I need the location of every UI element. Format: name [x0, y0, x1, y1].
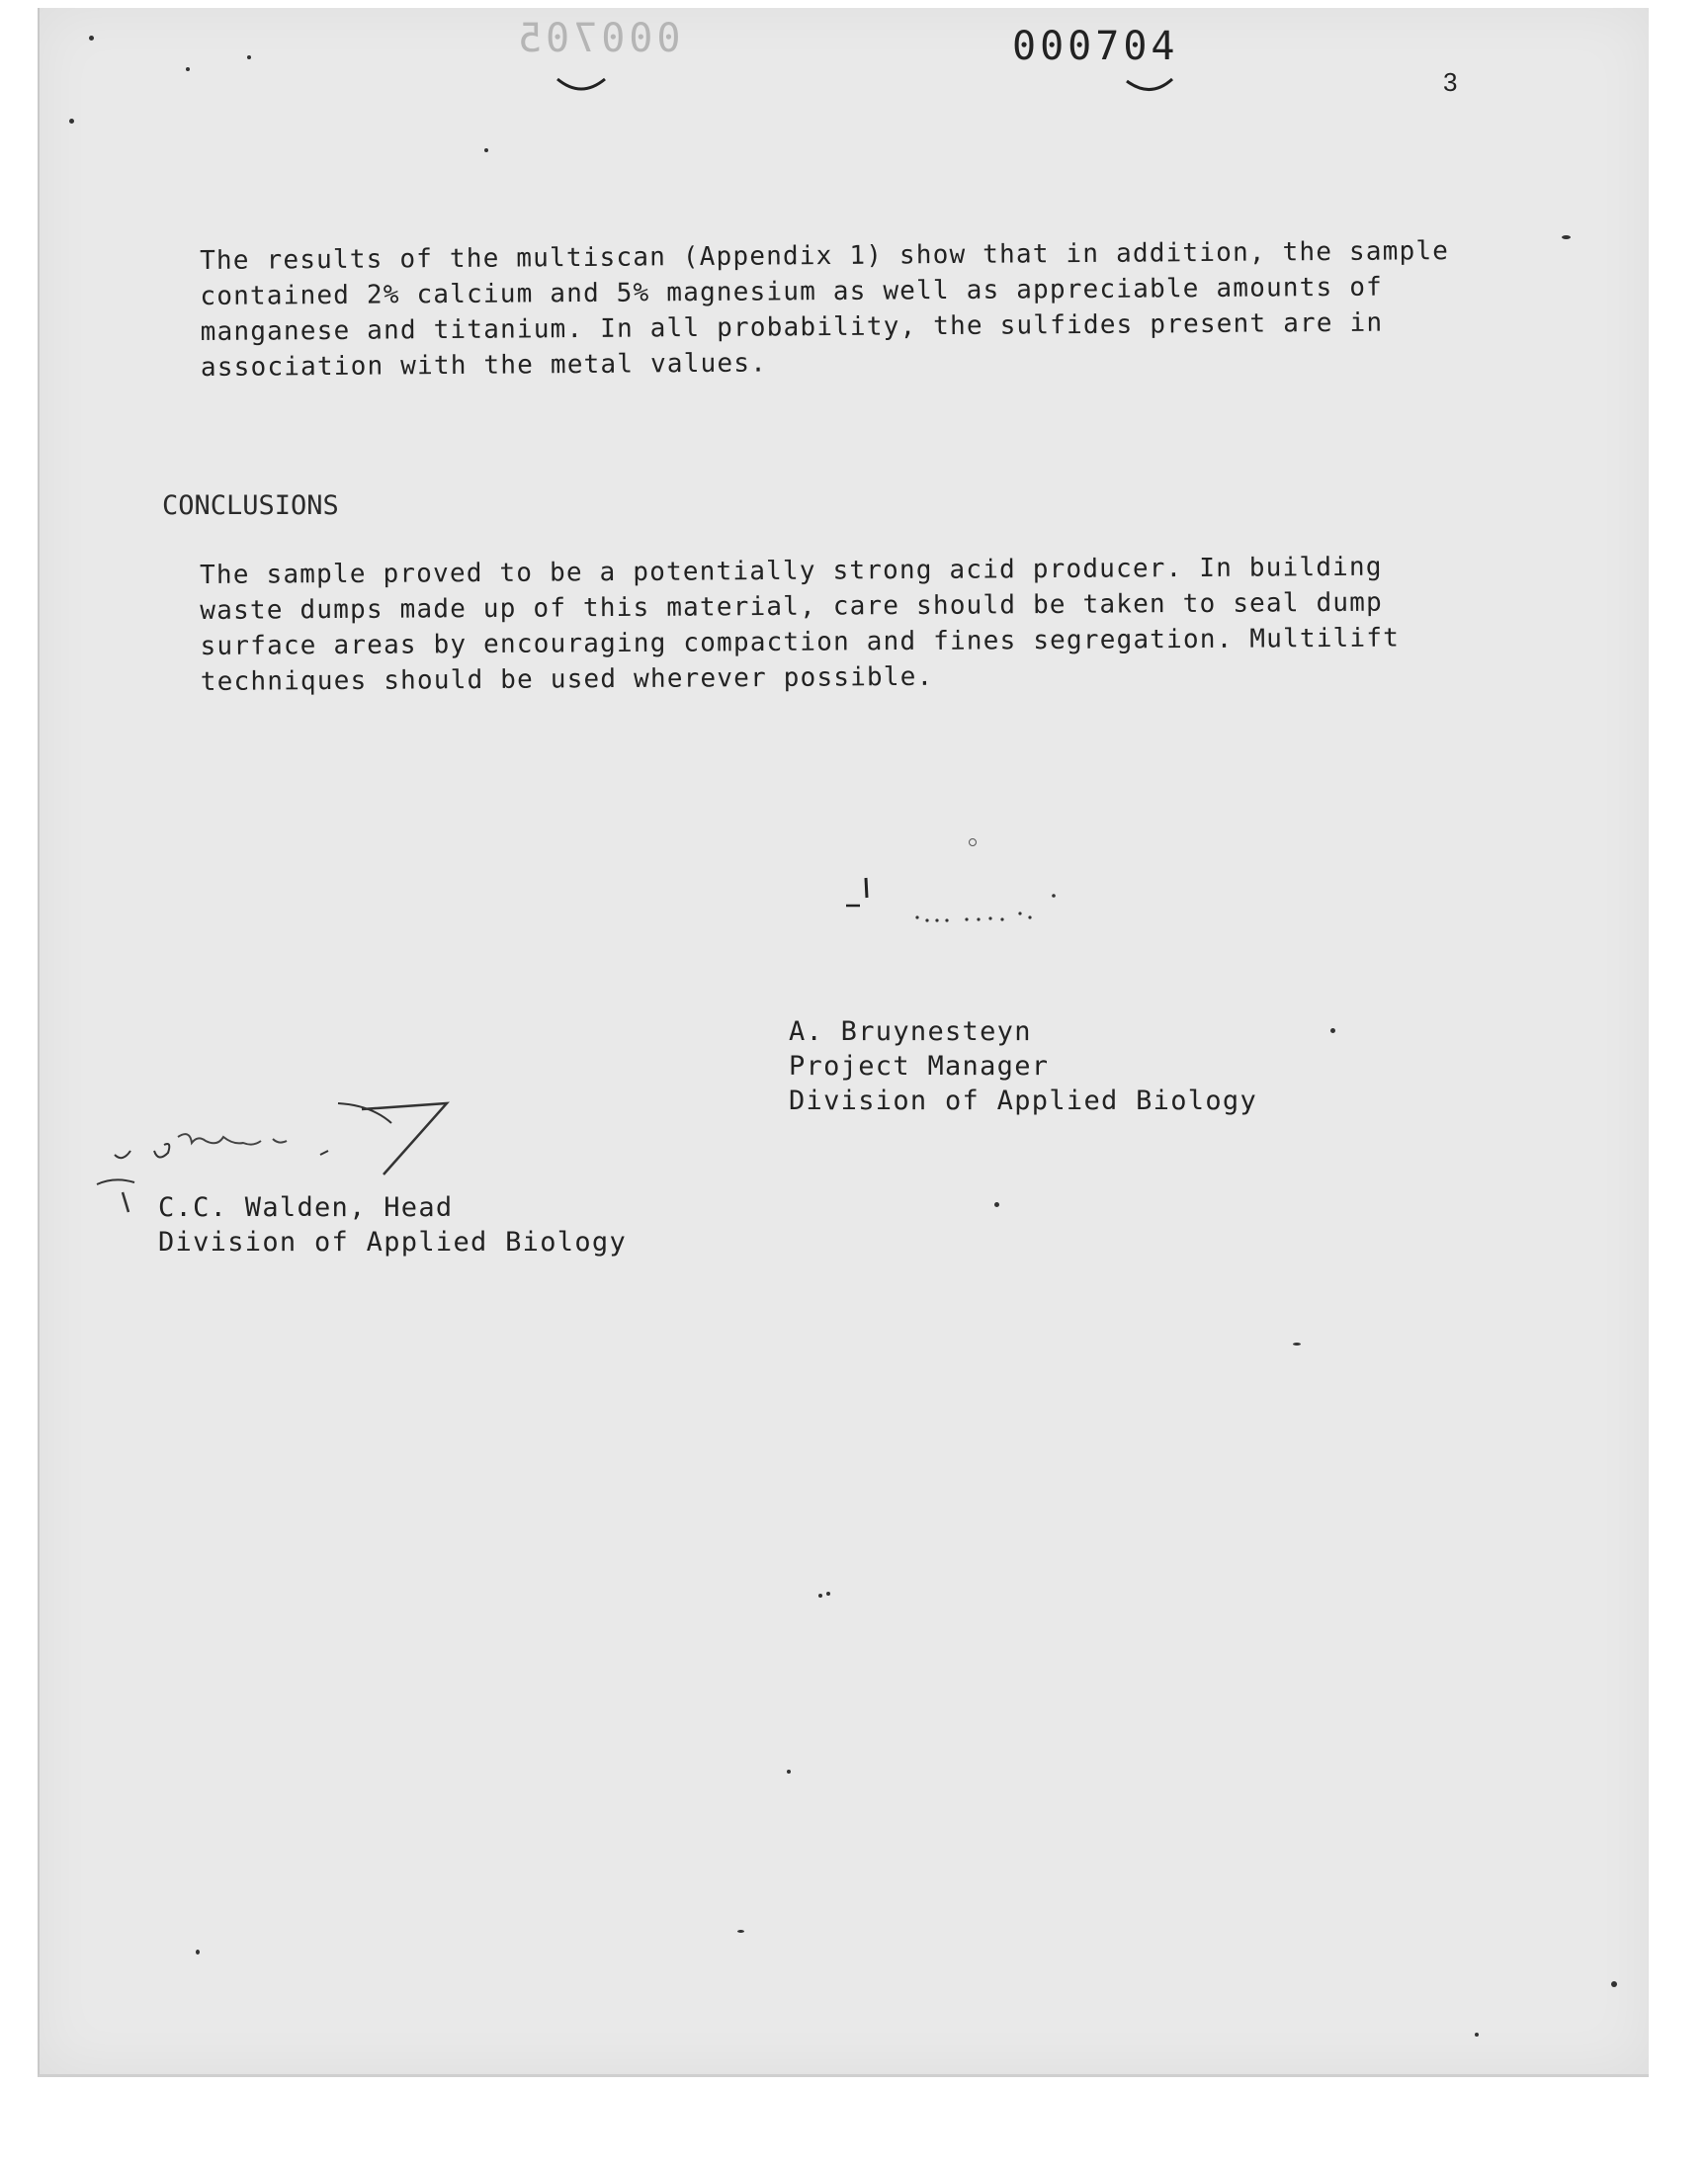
speck [196, 1950, 200, 1955]
speck [994, 1202, 999, 1207]
page-number: 3 [1443, 67, 1458, 97]
speck [737, 1930, 744, 1933]
speck [247, 55, 251, 59]
speck [1293, 1343, 1301, 1346]
speck [1611, 1981, 1617, 1987]
speck [1562, 235, 1571, 239]
speck [969, 838, 977, 846]
signature-smudge [771, 866, 1166, 935]
speck [787, 1770, 791, 1774]
body-paragraph-results: The results of the multiscan (Appendix 1) show that in addition, the sample contained 2% calcium and 5% magnesium as well as appreciable amounts of manganese and titanium. In all probability, the sulfides present are in association with the metal values. [200, 236, 1450, 383]
right-signer-division: Division of Applied Biology [789, 1086, 1257, 1116]
right-signer-name: A. Bruynesteyn [789, 1016, 1032, 1047]
speck [1475, 2033, 1479, 2037]
stamp-mark-right [1123, 75, 1182, 105]
right-signer-title: Project Manager [789, 1051, 1050, 1082]
left-signer-name: C.C. Walden, Head [158, 1192, 454, 1223]
archive-stamp-number: 000704 [1012, 24, 1179, 69]
left-signer-division: Division of Applied Biology [158, 1227, 627, 1258]
speck [818, 1594, 822, 1598]
speck [89, 36, 94, 41]
speck [69, 119, 74, 124]
faded-stamp: 000705 [514, 16, 681, 61]
speck [186, 67, 190, 71]
speck [484, 148, 488, 152]
speck [826, 1592, 830, 1596]
document-page [38, 8, 1649, 2077]
speck [1330, 1028, 1335, 1033]
stamp-mark-left [554, 73, 613, 103]
body-paragraph-conclusions: The sample proved to be a potentially strong acid producer. In building waste dumps made up of this material, care should be taken to seal dump surface areas by encouraging compaction and fines segregation. Multilift techniques should be used wherever possible. [200, 552, 1401, 697]
conclusions-heading: CONCLUSIONS [162, 490, 339, 521]
